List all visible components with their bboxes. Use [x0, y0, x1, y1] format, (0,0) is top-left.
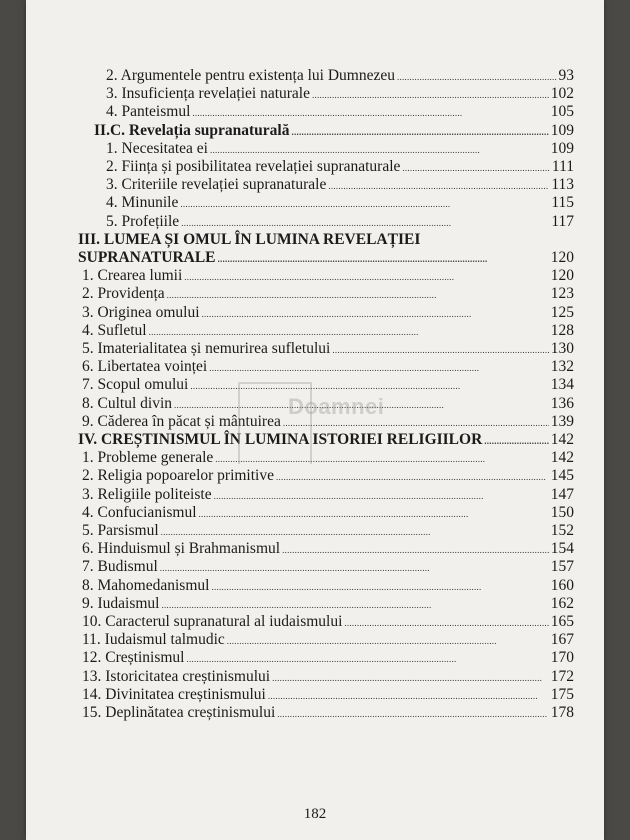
toc-entry-title: 4. Confucianismul [82, 503, 197, 521]
toc-line [26, 212, 604, 232]
toc-entry [106, 193, 574, 213]
toc-entry [106, 66, 574, 86]
toc-entry [106, 102, 574, 122]
toc-entry-title: 8. Mahomedanismul [82, 576, 210, 594]
toc-entry-page: 170 [550, 649, 574, 667]
toc-entry-title: 7. Scopul omului [82, 376, 189, 394]
toc-entry [82, 284, 574, 304]
toc-line [26, 303, 604, 323]
toc-line [26, 175, 604, 195]
toc-line [26, 248, 604, 268]
toc-entry [82, 466, 574, 486]
toc-entry-title: 2. Ființa și posibilitatea revelației supranaturale [106, 158, 401, 175]
toc-line [26, 102, 604, 122]
toc-line [26, 594, 604, 614]
toc-entry-page: 109 [550, 139, 574, 157]
toc-entry [106, 139, 574, 159]
toc-entry-title: 13. Istoricitatea creștinismului [82, 667, 271, 685]
toc-entry-title: 1. Probleme generale [82, 449, 214, 467]
toc-entry-title: 3. Originea omului [82, 303, 200, 321]
toc-entry [82, 594, 574, 614]
toc-entry [94, 121, 574, 141]
toc-entry-page: 134 [550, 376, 574, 394]
toc-line [26, 375, 604, 395]
toc-entry-page: 139 [550, 412, 574, 430]
page-number: 182 [303, 806, 327, 822]
toc-entry [82, 485, 574, 505]
toc-entry-title: 3. Criteriile revelației supranaturale [106, 176, 327, 194]
toc-entry-page: 162 [550, 594, 574, 612]
toc-entry-page: 142 [550, 431, 574, 448]
toc-entry-title: 9. Iudaismul [82, 594, 160, 612]
toc-line [26, 121, 604, 141]
toc-line [26, 321, 604, 341]
toc-entry [82, 685, 574, 705]
toc-line [26, 576, 604, 596]
toc-entry-page: 154 [550, 540, 574, 558]
toc-entry-page: 113 [551, 176, 574, 194]
toc-line [26, 521, 604, 541]
toc-line [26, 193, 604, 213]
toc-line [26, 339, 604, 359]
toc-entry [82, 303, 574, 323]
toc-entry-title: 8. Cultul divin [82, 394, 172, 412]
toc-entry-page: 111 [551, 158, 574, 175]
toc-entry [82, 375, 574, 395]
toc-entry [82, 612, 574, 632]
toc-line [26, 84, 604, 104]
toc-entry-title: 3. Religiile politeiste [82, 485, 212, 503]
toc-entry-page: 130 [550, 340, 574, 357]
toc-entry-page: 147 [550, 485, 574, 503]
toc-entry [106, 175, 574, 195]
toc-entry [82, 576, 574, 596]
toc-entry [82, 703, 574, 723]
toc-entry-title: 14. Divinitatea creștinismului [82, 685, 266, 703]
toc-entry-page: 145 [550, 467, 574, 485]
toc-entry-title: 10. Caracterul supranatural al iudaismului [82, 613, 343, 630]
toc-entry-page: 93 [558, 67, 574, 84]
toc-entry-title: 11. Iudaismul talmudic [82, 631, 225, 649]
toc-entry-page: 117 [551, 212, 574, 230]
toc-entry-page: 136 [550, 394, 574, 412]
toc-line [26, 448, 604, 468]
toc-line [26, 703, 604, 723]
table-of-contents [26, 0, 604, 840]
toc-line [26, 430, 604, 450]
toc-entry-page: 152 [550, 522, 574, 539]
toc-entry-page: 157 [550, 558, 574, 576]
toc-entry-page: 178 [550, 704, 574, 721]
toc-entry [82, 521, 574, 541]
toc-entry-title: 6. Hinduismul și Brahmanismul [82, 540, 281, 558]
toc-entry-page: 120 [550, 249, 574, 266]
toc-entry [82, 503, 574, 523]
toc-entry-page: 128 [550, 321, 574, 339]
toc-entry-page: 115 [551, 194, 574, 212]
toc-line [26, 284, 604, 304]
toc-entry [78, 248, 574, 268]
toc-entry [82, 557, 574, 577]
toc-entry-title: 5. Parsismul [82, 522, 159, 539]
toc-entry-title: 6. Libertatea voinței [82, 358, 208, 376]
toc-entry [82, 321, 574, 341]
toc-entry [106, 84, 574, 104]
toc-line [26, 667, 604, 687]
toc-entry-title: 5. Imaterialitatea și nemurirea sufletului [82, 340, 331, 357]
toc-entry-title: 2. Religia popoarelor primitive [82, 467, 274, 485]
toc-entry [82, 339, 574, 359]
toc-entry-page: 167 [550, 631, 574, 649]
toc-entry [82, 539, 574, 559]
toc-line [26, 466, 604, 486]
toc-entry-title: IV. CREȘTINISMUL ÎN LUMINA ISTORIEI RELIGIILOR [78, 431, 483, 448]
toc-entry [82, 667, 574, 687]
toc-line [26, 630, 604, 650]
chapter-title: III. LUMEA ȘI OMUL ÎN LUMINA REVELAȚIEI [78, 230, 421, 248]
toc-entry-title: 4. Minunile [106, 194, 179, 212]
toc-line [26, 139, 604, 159]
dot-leader [277, 703, 548, 724]
toc-entry-page: 172 [550, 667, 574, 685]
toc-entry [82, 648, 574, 668]
toc-line [26, 648, 604, 668]
toc-entry-title: II.C. Revelația supranaturală [94, 121, 290, 139]
toc-entry-page: 109 [550, 121, 574, 139]
toc-entry-page: 150 [550, 503, 574, 521]
toc-line [26, 157, 604, 177]
toc-line [26, 685, 604, 705]
watermark-text: Doamnei [288, 394, 385, 419]
toc-entry-title: 4. Panteismul [106, 103, 191, 121]
toc-entry-title: 2. Argumentele pentru existența lui Dumnezeu [106, 67, 395, 84]
toc-line [26, 66, 604, 86]
toc-entry-title: 3. Insuficiența revelației naturale [106, 85, 310, 103]
toc-entry-page: 165 [550, 613, 574, 630]
toc-entry-title: 5. Profețiile [106, 212, 180, 230]
toc-entry-page: 175 [550, 685, 574, 703]
toc-entry-page: 160 [550, 576, 574, 594]
toc-entry-title: 15. Deplinătatea creștinismului [82, 704, 276, 721]
toc-entry [82, 266, 574, 286]
toc-entry-title: 1. Necesitatea ei [106, 139, 208, 157]
toc-entry-page: 123 [550, 285, 574, 303]
toc-entry-title: 12. Creștinismul [82, 649, 185, 667]
toc-entry [106, 212, 574, 232]
toc-entry-page: 125 [550, 303, 574, 321]
toc-entry [82, 357, 574, 377]
toc-line [26, 266, 604, 286]
toc-entry-page: 120 [550, 267, 574, 285]
toc-entry-title: 7. Budismul [82, 558, 158, 576]
toc-entry-title: 4. Sufletul [82, 321, 147, 339]
book-page [26, 0, 604, 840]
toc-entry-page: 102 [550, 85, 574, 103]
toc-line [26, 539, 604, 559]
toc-entry [82, 448, 574, 468]
toc-entry [106, 157, 574, 177]
toc-line [26, 485, 604, 505]
toc-entry [78, 430, 574, 450]
toc-entry-title: 1. Crearea lumii [82, 267, 183, 285]
toc-entry [82, 630, 574, 650]
toc-entry-title: 9. Căderea în păcat și mântuirea [82, 412, 281, 430]
toc-line [26, 357, 604, 377]
toc-line [26, 230, 604, 250]
toc-entry-page: 142 [550, 449, 574, 467]
toc-entry-title: SUPRANATURALE [78, 249, 216, 266]
toc-entry-page: 132 [550, 358, 574, 376]
toc-entry-page: 105 [550, 103, 574, 121]
toc-entry-title: 2. Providența [82, 285, 165, 303]
toc-line [26, 557, 604, 577]
toc-line [26, 612, 604, 632]
toc-line [26, 503, 604, 523]
